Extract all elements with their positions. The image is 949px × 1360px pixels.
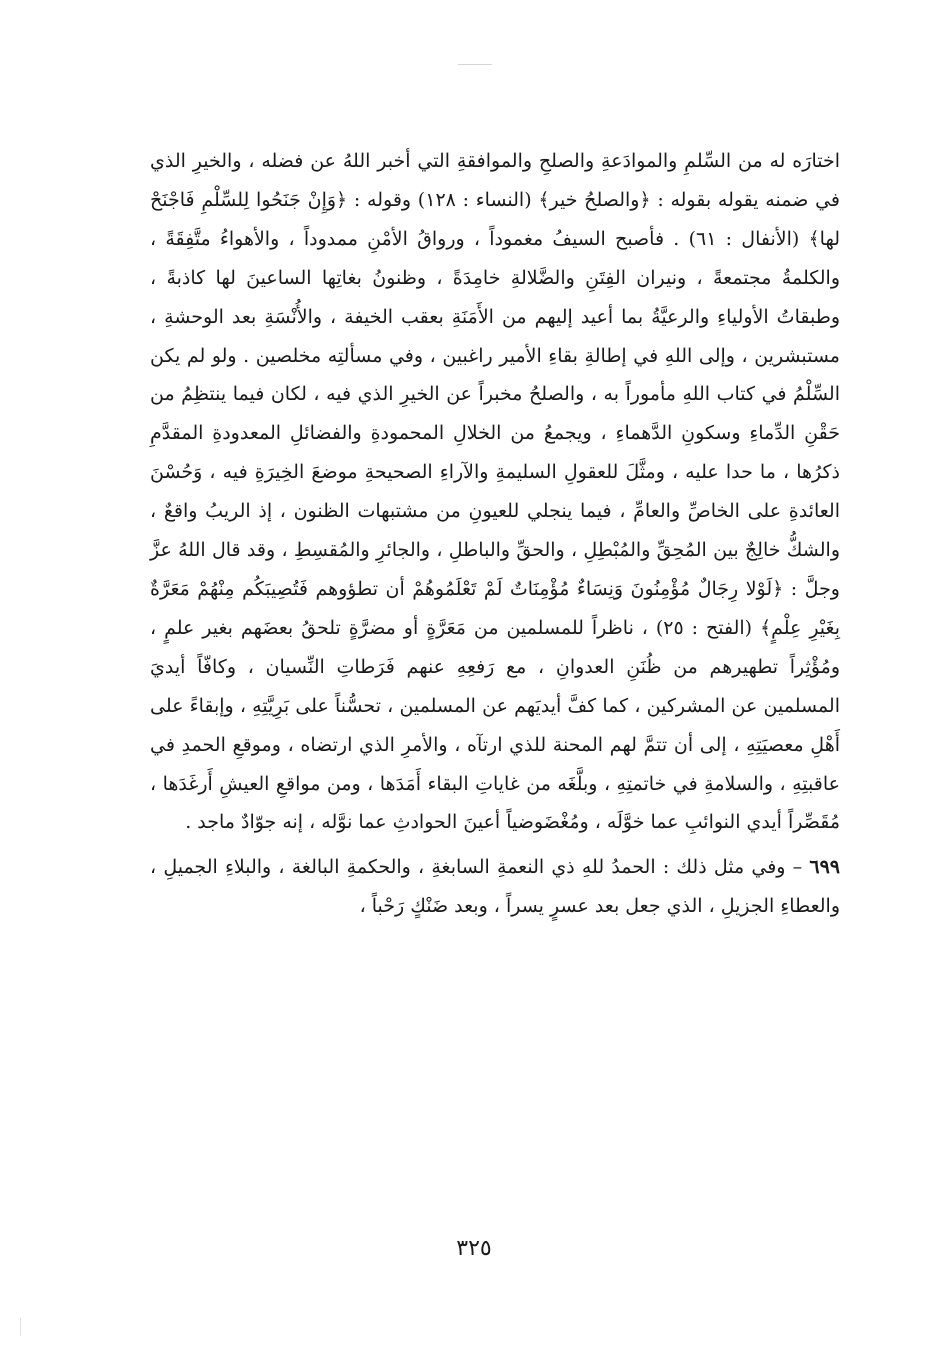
paragraph-699 — [150, 848, 840, 926]
top-scan-mark — [458, 64, 492, 65]
scan-edge-mark — [20, 1318, 21, 1336]
paragraph-number: ٦٩٩ — [809, 856, 840, 879]
paragraph-699-text: – وفي مثل ذلك : الحمدُ للهِ ذي النعمةِ السابغةِ ، والحكمةِ البالغة ، والبلاءِ الجميلِ ، والعطاءِ الجزيلِ ، الذي جعل بعد عسرٍ يسراً ، وبعد ضَنْكٍ رَحْباً ، — [150, 856, 840, 918]
page-number: ٣٢٥ — [456, 1236, 492, 1261]
body-text — [150, 142, 840, 926]
paragraph-continued: اختارَه له من السِّلمِ والموادَعةِ والصلحِ والموافقةِ التي أخبر اللهُ عن فضله ، والخيرِ الذي في ضمنه يقوله بقوله : ﴿والصلحُ خير﴾ (النساء : ١٢٨) وقوله : ﴿وَإِنْ جَنَحُوا لِلسِّلْمِ فَاجْنَحْ لها﴾ (الأنفال : ٦١) . فأصبح السيفُ مغموداً ، ورواقُ الأمْنِ ممدوداً ، والأهواءُ متَّفِقَةً ، والكلمةُ مجتمعةً ، ونيران الفِتَنِ والضَّلالةِ خامِدَةً ، وظنونُ بغاتِها الساعينَ لها كاذبةً ، وطبقاتُ الأولياءِ والرعيَّةُ بما أعيد إليهم من الأَمَنَةِ بعقب الخيفة ، والأُنْسَةِ بعد الوحشةِ ، مستبشرين ، وإلى اللهِ في إطالةِ بقاءِ الأمير راغبين ، وفي مسألتِه مخلصين . ولو لم يكن السِّلْمُ في كتاب اللهِ مأموراً به ، والصلحُ مخبراً عن الخيرِ الذي فيه ، لكان فيما ينتظِمُ من حَقْنِ الدِّماءِ وسكونِ الدَّهماءِ ، ويجمعُ من الخلالِ المحمودةِ والفضائلِ المعدودةِ المقدَّمِ ذكرُها ، ما حدا عليه ، ومثَّلَ للعقولِ السليمةِ والآراءِ الصحيحةِ موضعَ الخِيرَةِ فيه ، وَحُسْنَ العائدةِ على الخاصِّ والعامِّ ، فيما ينجلي للعيونِ من مشتبهات الظنون ، إذ الريبُ واقعٌ ، والشكُّ خالِجٌ بين المُحِقِّ والمُبْطِلِ ، والحقِّ والباطلِ ، والجائرِ والمُقسِطِ ، وقد قال اللهُ عزَّ وجلَّ : ﴿لَوْلا رِجَالٌ مُؤْمِنُونَ وَنِسَاءٌ مُؤْمِنَاتٌ لَمْ تَعْلَمُوهُمْ أن تطؤوهم فَتُصِيبَكُم مِنْهُمْ مَعَرَّةٌ بِغَيْرِ عِلْمٍ﴾ (الفتح : ٢٥) ، ناظراً للمسلمين من مَعَرَّةٍ أو مضرَّةٍ تلحقُ بعضَهم بغير علمٍ ، ومُؤْثِراً تطهيرهم من ظُنَنِ العدوانِ ، مع رَفعِهِ عنهم فَرَطاتِ النِّسيان ، وكافّاً أيديَ المسلمين عن المشركين ، كما كفَّ أيديَهم عن المسلمين ، تحسُّناً على بَرِيَّتِهِ ، وإبقاءً على أَهْلِ معصيَتِهِ ، إلى أن تتمَّ لهم المحنة للذي ارتآه ، والأمرِ الذي ارتضاه ، وموقعِ الحمدِ في عاقبتِهِ ، والسلامةِ في خاتمتِهِ ، وبلَّغَه من غاياتِ البقاء أَمَدَها ، ومن مواقعِ العيشِ أَرغَدَها ، مُقَصِّراً أيدي النوائبِ عما خوَّلَه ، ومُغْضَوضياً أعينَ الحوادثِ عما نوَّله ، إنه جوّادٌ ماجد . — [150, 150, 840, 834]
